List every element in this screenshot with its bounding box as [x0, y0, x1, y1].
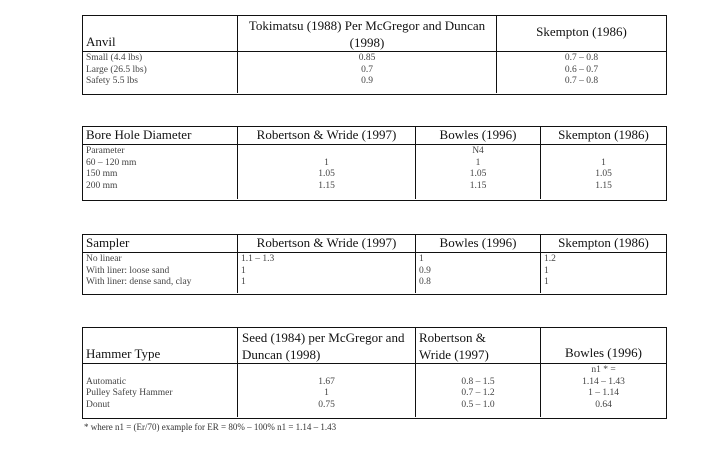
table-cell: Automatic: [86, 376, 127, 387]
table-cell: 1: [419, 254, 424, 264]
table-cell: 0.9: [419, 265, 431, 276]
table-cell: 1: [324, 157, 329, 168]
table-cell: Donut: [86, 399, 110, 410]
bore-hole-table-body: [83, 145, 666, 199]
header-bowles: Bowles (1996): [416, 235, 541, 252]
header-robertson-wride: Robertson & Wride (1997): [416, 328, 541, 363]
table-cell: 0.7 – 0.8: [564, 53, 599, 63]
table-cell: 0.85: [358, 53, 376, 63]
table-cell: 0.8 – 1.5: [461, 376, 495, 387]
table-cell: 0.6 – 0.7: [564, 64, 599, 75]
table-cell: 1: [241, 265, 246, 276]
bore-hole-table: [82, 126, 667, 201]
header-anvil: Anvil: [83, 16, 238, 51]
sampler-table: [82, 234, 667, 295]
table-cell: N4: [472, 146, 484, 156]
hammer-type-table: [82, 327, 667, 419]
table-cell: 1: [544, 277, 549, 287]
table-cell: 0.9: [361, 76, 373, 86]
table-cell: 1.15: [318, 180, 335, 191]
table-cell: 0.7: [361, 64, 373, 75]
table-cell: 60 – 120 mm: [86, 157, 137, 168]
anvil-table: [82, 15, 667, 95]
table-cell: Large (26.5 lbs): [86, 64, 147, 75]
table-cell: 1.14 – 1.43: [582, 376, 625, 387]
table-cell: Parameter: [86, 146, 125, 156]
table-cell: 1.67: [318, 376, 335, 387]
table-cell: 0.5 – 1.0: [461, 399, 495, 410]
table-cell: 1: [475, 157, 481, 168]
header-bore-hole-diameter: Bore Hole Diameter: [83, 127, 238, 144]
table-cell: 150 mm: [86, 169, 118, 179]
table-cell: 1.05: [595, 169, 612, 179]
table-cell: 0.64: [595, 399, 612, 410]
header-skempton: Skempton (1986): [558, 235, 649, 250]
table-cell: 1.2: [544, 254, 556, 264]
table-cell: [416, 365, 540, 377]
table-cell: 1: [324, 388, 329, 398]
table-cell: 0.8: [419, 277, 431, 287]
table-cell: [541, 146, 666, 158]
table-cell: 0.7 – 1.2: [461, 388, 495, 398]
sampler-table-body: [83, 253, 666, 293]
header-hammer-type: Hammer Type: [83, 328, 238, 363]
table-cell: 1.05: [469, 169, 487, 179]
footnote: * where n1 = (Er/70) example for ER = 80% – 100% n1 = 1.14 – 1.43: [84, 422, 337, 432]
table-cell: 1.1 – 1.3: [241, 254, 275, 264]
header-bowles: Bowles (1996): [416, 127, 541, 144]
header-robertson-wride: Robertson & Wride (1997): [238, 127, 416, 144]
anvil-table-header: [83, 16, 666, 52]
sampler-table-header: [83, 235, 666, 253]
table-cell: 1: [241, 277, 246, 287]
table-cell: No linear: [86, 254, 122, 264]
header-bowles: Bowles (1996): [565, 345, 642, 360]
table-cell: With liner: loose sand: [86, 265, 170, 276]
table-cell: 1.05: [318, 169, 335, 179]
table-cell: Pulley Safety Hammer: [86, 388, 173, 398]
table-cell: 1 – 1.14: [588, 388, 619, 398]
header-skempton: Skempton (1986): [536, 24, 627, 39]
header-sampler: Sampler: [83, 235, 238, 252]
table-cell: n1 * =: [591, 365, 616, 375]
header-seed: Seed (1984) per McGregor and Duncan (1998): [238, 328, 416, 363]
header-tokimatsu: Tokimatsu (1988) Per McGregor and Duncan (1998): [238, 16, 497, 51]
table-cell: Small (4.4 lbs): [86, 53, 143, 63]
header-skempton: Skempton (1986): [558, 127, 649, 142]
table-cell: [238, 146, 415, 158]
table-cell: Safety 5.5 lbs: [86, 76, 138, 86]
hammer-type-table-body: [83, 364, 666, 417]
table-cell: 200 mm: [86, 180, 118, 191]
table-cell: 1: [544, 265, 549, 276]
table-cell: [86, 365, 237, 377]
hammer-type-table-header: [83, 328, 666, 364]
bore-hole-table-header: [83, 127, 666, 145]
table-cell: 0.75: [318, 399, 335, 410]
table-cell: 1: [601, 157, 606, 168]
anvil-table-body: [83, 52, 666, 93]
table-cell: [238, 365, 415, 377]
table-cell: With liner: dense sand, clay: [86, 277, 192, 287]
header-robertson-wride: Robertson & Wride (1997): [238, 235, 416, 252]
table-cell: 1.15: [595, 180, 612, 191]
table-cell: 1.15: [469, 180, 487, 191]
table-cell: 0.7 – 0.8: [564, 76, 599, 86]
